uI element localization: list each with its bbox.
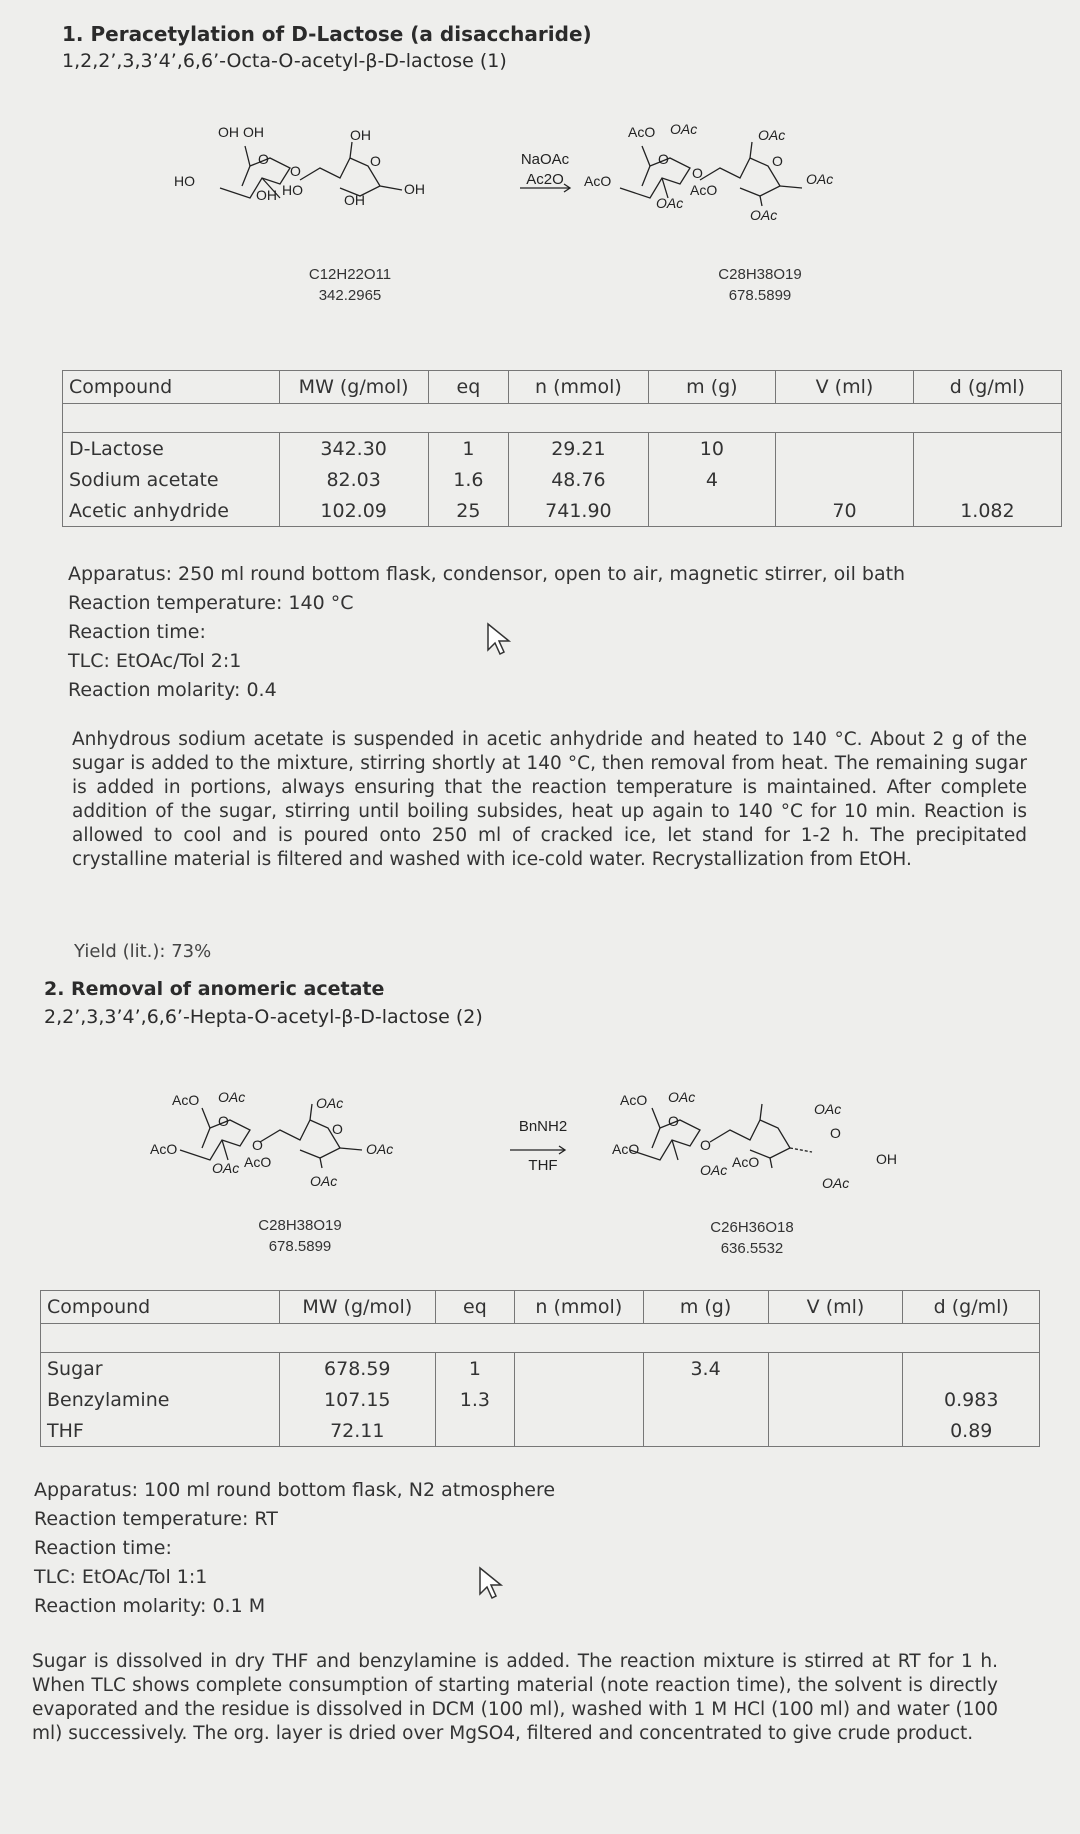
oac-label: OAc (750, 207, 778, 223)
o-label: O (258, 151, 269, 167)
table-cell: 72.11 (279, 1415, 435, 1447)
table-cell: Acetic anhydride (63, 495, 280, 527)
oac-label: OAc (806, 171, 834, 187)
condition-time: Reaction time: (68, 621, 206, 643)
aco-label: AcO (690, 182, 718, 198)
o-label: O (830, 1125, 841, 1141)
condition-apparatus: Apparatus: 100 ml round bottom flask, N2 atmosphere (34, 1479, 556, 1501)
oac-label: OAc (700, 1162, 728, 1178)
oac-label: OAc (822, 1175, 850, 1191)
o-label: O (772, 153, 783, 169)
table-cell: 48.76 (509, 464, 648, 495)
table-cell: 678.59 (279, 1353, 435, 1385)
oh-label: OH (350, 127, 371, 143)
table-row (63, 464, 1062, 495)
o-label: O (692, 165, 703, 181)
oac-label: OAc (310, 1173, 338, 1189)
ho-label: HO (174, 173, 195, 189)
oac-label: OAc (316, 1095, 344, 1111)
oac-label: OAc (668, 1089, 696, 1105)
table-header: d (g/ml) (913, 371, 1061, 404)
o-label: O (332, 1121, 343, 1137)
table-cell: 741.90 (509, 495, 648, 527)
table-header: MW (g/mol) (279, 1291, 435, 1324)
table-cell (648, 495, 776, 527)
oac-label: OAc (366, 1141, 394, 1157)
table-header: V (ml) (768, 1291, 903, 1324)
table-cell: 0.983 (903, 1384, 1040, 1415)
table-cell: 342.30 (279, 433, 428, 465)
oac-label: OAc (218, 1089, 246, 1105)
mouse-pointer-icon (478, 1566, 504, 1600)
product1-mw: 678.5899 (728, 287, 792, 304)
section1-subtitle: 1,2,2’,3,3’4’,6,6’-Octa-O-acetyl-β-D-lactose (1) (62, 50, 507, 72)
o-label: O (370, 153, 381, 169)
o-label: O (658, 151, 669, 167)
table-header: n (mmol) (515, 1291, 643, 1324)
heptaacetyl-lactose-structure (630, 1104, 812, 1168)
table-cell: 25 (428, 495, 509, 527)
oh-label: OH (344, 192, 365, 208)
table-cell: 82.03 (279, 464, 428, 495)
reagent-thf: THF (528, 1157, 558, 1174)
condition-molarity: Reaction molarity: 0.4 (68, 679, 277, 701)
table-cell (768, 1384, 903, 1415)
table-cell: THF (41, 1415, 280, 1447)
table-header: n (mmol) (509, 371, 648, 404)
table-cell: 1 (435, 1353, 514, 1385)
oh-label: OH (243, 124, 264, 140)
table-header-row (63, 371, 1062, 404)
reagents-table-1 (62, 370, 1062, 527)
aco-label: AcO (732, 1154, 760, 1170)
oac-label: OAc (212, 1160, 240, 1176)
table-cell (515, 1353, 643, 1385)
procedure-1: Anhydrous sodium acetate is suspended in acetic anhydride and heated to 140 °C. About 2 g of the sugar is added to the mixture, stirring shortly at 140 °C, then removal from heat. The remaining sugar is added in portions, always ensuring that the reaction temperature is maintained. After complete addition of the sugar, stirring until boiling subsides, heat up again to 140 °C for 10 min. Reaction is allowed to cool and is poured onto 250 ml of cracked ice, let stand for 1-2 h. The precipitated crystalline material is filtered and washed with ice-cold water. Recrystallization from EtOH. (72, 729, 1027, 870)
condition-tlc: TLC: EtOAc/Tol 1:1 (34, 1566, 208, 1588)
table-header: m (g) (648, 371, 776, 404)
table-cell: 1.3 (435, 1384, 514, 1415)
table-cell (643, 1384, 768, 1415)
table-cell (903, 1353, 1040, 1385)
aco-label: AcO (620, 1092, 648, 1108)
conditions-2 (34, 1476, 555, 1621)
product1-formula: C28H38O19 (718, 266, 802, 283)
table-cell: 29.21 (509, 433, 648, 465)
section1-heading: 1. Peracetylation of D-Lactose (a disaccharide) (62, 22, 592, 46)
o-label: O (668, 1113, 679, 1129)
aco-label: AcO (150, 1141, 178, 1157)
table-cell: 107.15 (279, 1384, 435, 1415)
table-cell (776, 433, 914, 465)
lactose-mw: 342.2965 (318, 287, 382, 304)
condition-time: Reaction time: (34, 1537, 172, 1559)
table-row (41, 1353, 1040, 1385)
oac-label: OAc (656, 195, 684, 211)
aco-label: AcO (584, 173, 612, 189)
table-cell: 1 (428, 433, 509, 465)
aco-label: AcO (172, 1092, 200, 1108)
table-cell (643, 1415, 768, 1447)
table-header: MW (g/mol) (279, 371, 428, 404)
table-cell (913, 464, 1061, 495)
o-label: O (290, 163, 301, 179)
section2-subtitle: 2,2’,3,3’4’,6,6’-Hepta-O-acetyl-β-D-lactose (2) (44, 1006, 483, 1028)
aco-label: AcO (612, 1141, 640, 1157)
table-header: m (g) (643, 1291, 768, 1324)
condition-molarity: Reaction molarity: 0.1 M (34, 1595, 266, 1617)
oh-label: OH (218, 124, 239, 140)
table-cell: 70 (776, 495, 914, 527)
table-row (41, 1384, 1040, 1415)
table-cell: Benzylamine (41, 1384, 280, 1415)
table-cell: Sugar (41, 1353, 280, 1385)
table-cell (435, 1415, 514, 1447)
table-cell (768, 1353, 903, 1385)
procedure-2: Sugar is dissolved in dry THF and benzylamine is added. The reaction mixture is stirred at RT for 1 h. When TLC shows complete consumption of starting material (note reaction time), the solvent is directly evaporated and the residue is dissolved in DCM (100 ml), washed with 1 M HCl (100 ml) and water (100 ml) successively. The org. layer is dried over MgSO4, filtered and concentrated to give crude product. (32, 1651, 998, 1744)
table-header: Compound (63, 371, 280, 404)
table-cell: 1.082 (913, 495, 1061, 527)
reagent-bnnh2: BnNH2 (518, 1118, 568, 1135)
table-cell: 1.6 (428, 464, 509, 495)
oh-label: OH (404, 181, 425, 197)
lactose-formula: C12H22O11 (308, 266, 392, 283)
product2-formula: C26H36O18 (710, 1219, 794, 1236)
table-cell (913, 433, 1061, 465)
o-label: O (700, 1137, 711, 1153)
table-cell: 3.4 (643, 1353, 768, 1385)
reagent-ac2o: Ac2O (526, 171, 564, 188)
condition-tlc: TLC: EtOAc/Tol 2:1 (68, 650, 242, 672)
aco-label: AcO (244, 1154, 272, 1170)
table-cell: 102.09 (279, 495, 428, 527)
condition-temperature: Reaction temperature: RT (34, 1508, 278, 1530)
table-cell: Sodium acetate (63, 464, 280, 495)
oac-label: OAc (670, 121, 698, 137)
oac-label: OAc (814, 1101, 842, 1117)
table-cell (768, 1415, 903, 1447)
table-header: Compound (41, 1291, 280, 1324)
oac-label: OAc (758, 127, 786, 143)
table-cell: 4 (648, 464, 776, 495)
o-label: O (252, 1137, 263, 1153)
start2-formula: C28H38O19 (258, 1217, 342, 1234)
reagents-table-2 (40, 1290, 1040, 1447)
table-header-row (41, 1291, 1040, 1324)
reagent-naoac: NaOAc (520, 151, 570, 168)
mouse-pointer-icon (486, 622, 512, 656)
start2-mw: 678.5899 (268, 1238, 332, 1255)
table-row (63, 495, 1062, 527)
table-cell: 0.89 (903, 1415, 1040, 1447)
product2-mw: 636.5532 (720, 1240, 784, 1257)
table-header: V (ml) (776, 371, 914, 404)
table-row (63, 433, 1062, 465)
table-row (41, 1415, 1040, 1447)
oh-label: OH (876, 1151, 897, 1167)
o-label: O (218, 1113, 229, 1129)
ho-label: HO (282, 182, 303, 198)
condition-temperature: Reaction temperature: 140 °C (68, 592, 354, 614)
aco-label: AcO (628, 124, 656, 140)
table-cell: 10 (648, 433, 776, 465)
table-cell (515, 1384, 643, 1415)
heptaacetyl-scheme (140, 1090, 940, 1200)
section2-heading: 2. Removal of anomeric acetate (44, 978, 385, 1000)
table-cell (515, 1415, 643, 1447)
table-header: eq (428, 371, 509, 404)
condition-apparatus: Apparatus: 250 ml round bottom flask, condensor, open to air, magnetic stirrer, oil bath (68, 563, 906, 585)
yield-text: Yield (lit.): 73% (74, 941, 212, 962)
table-header: eq (435, 1291, 514, 1324)
table-cell (776, 464, 914, 495)
table-header: d (g/ml) (903, 1291, 1040, 1324)
oh-label: OH (256, 187, 277, 203)
table-cell: D-Lactose (63, 433, 280, 465)
lactose-structure (220, 142, 402, 198)
